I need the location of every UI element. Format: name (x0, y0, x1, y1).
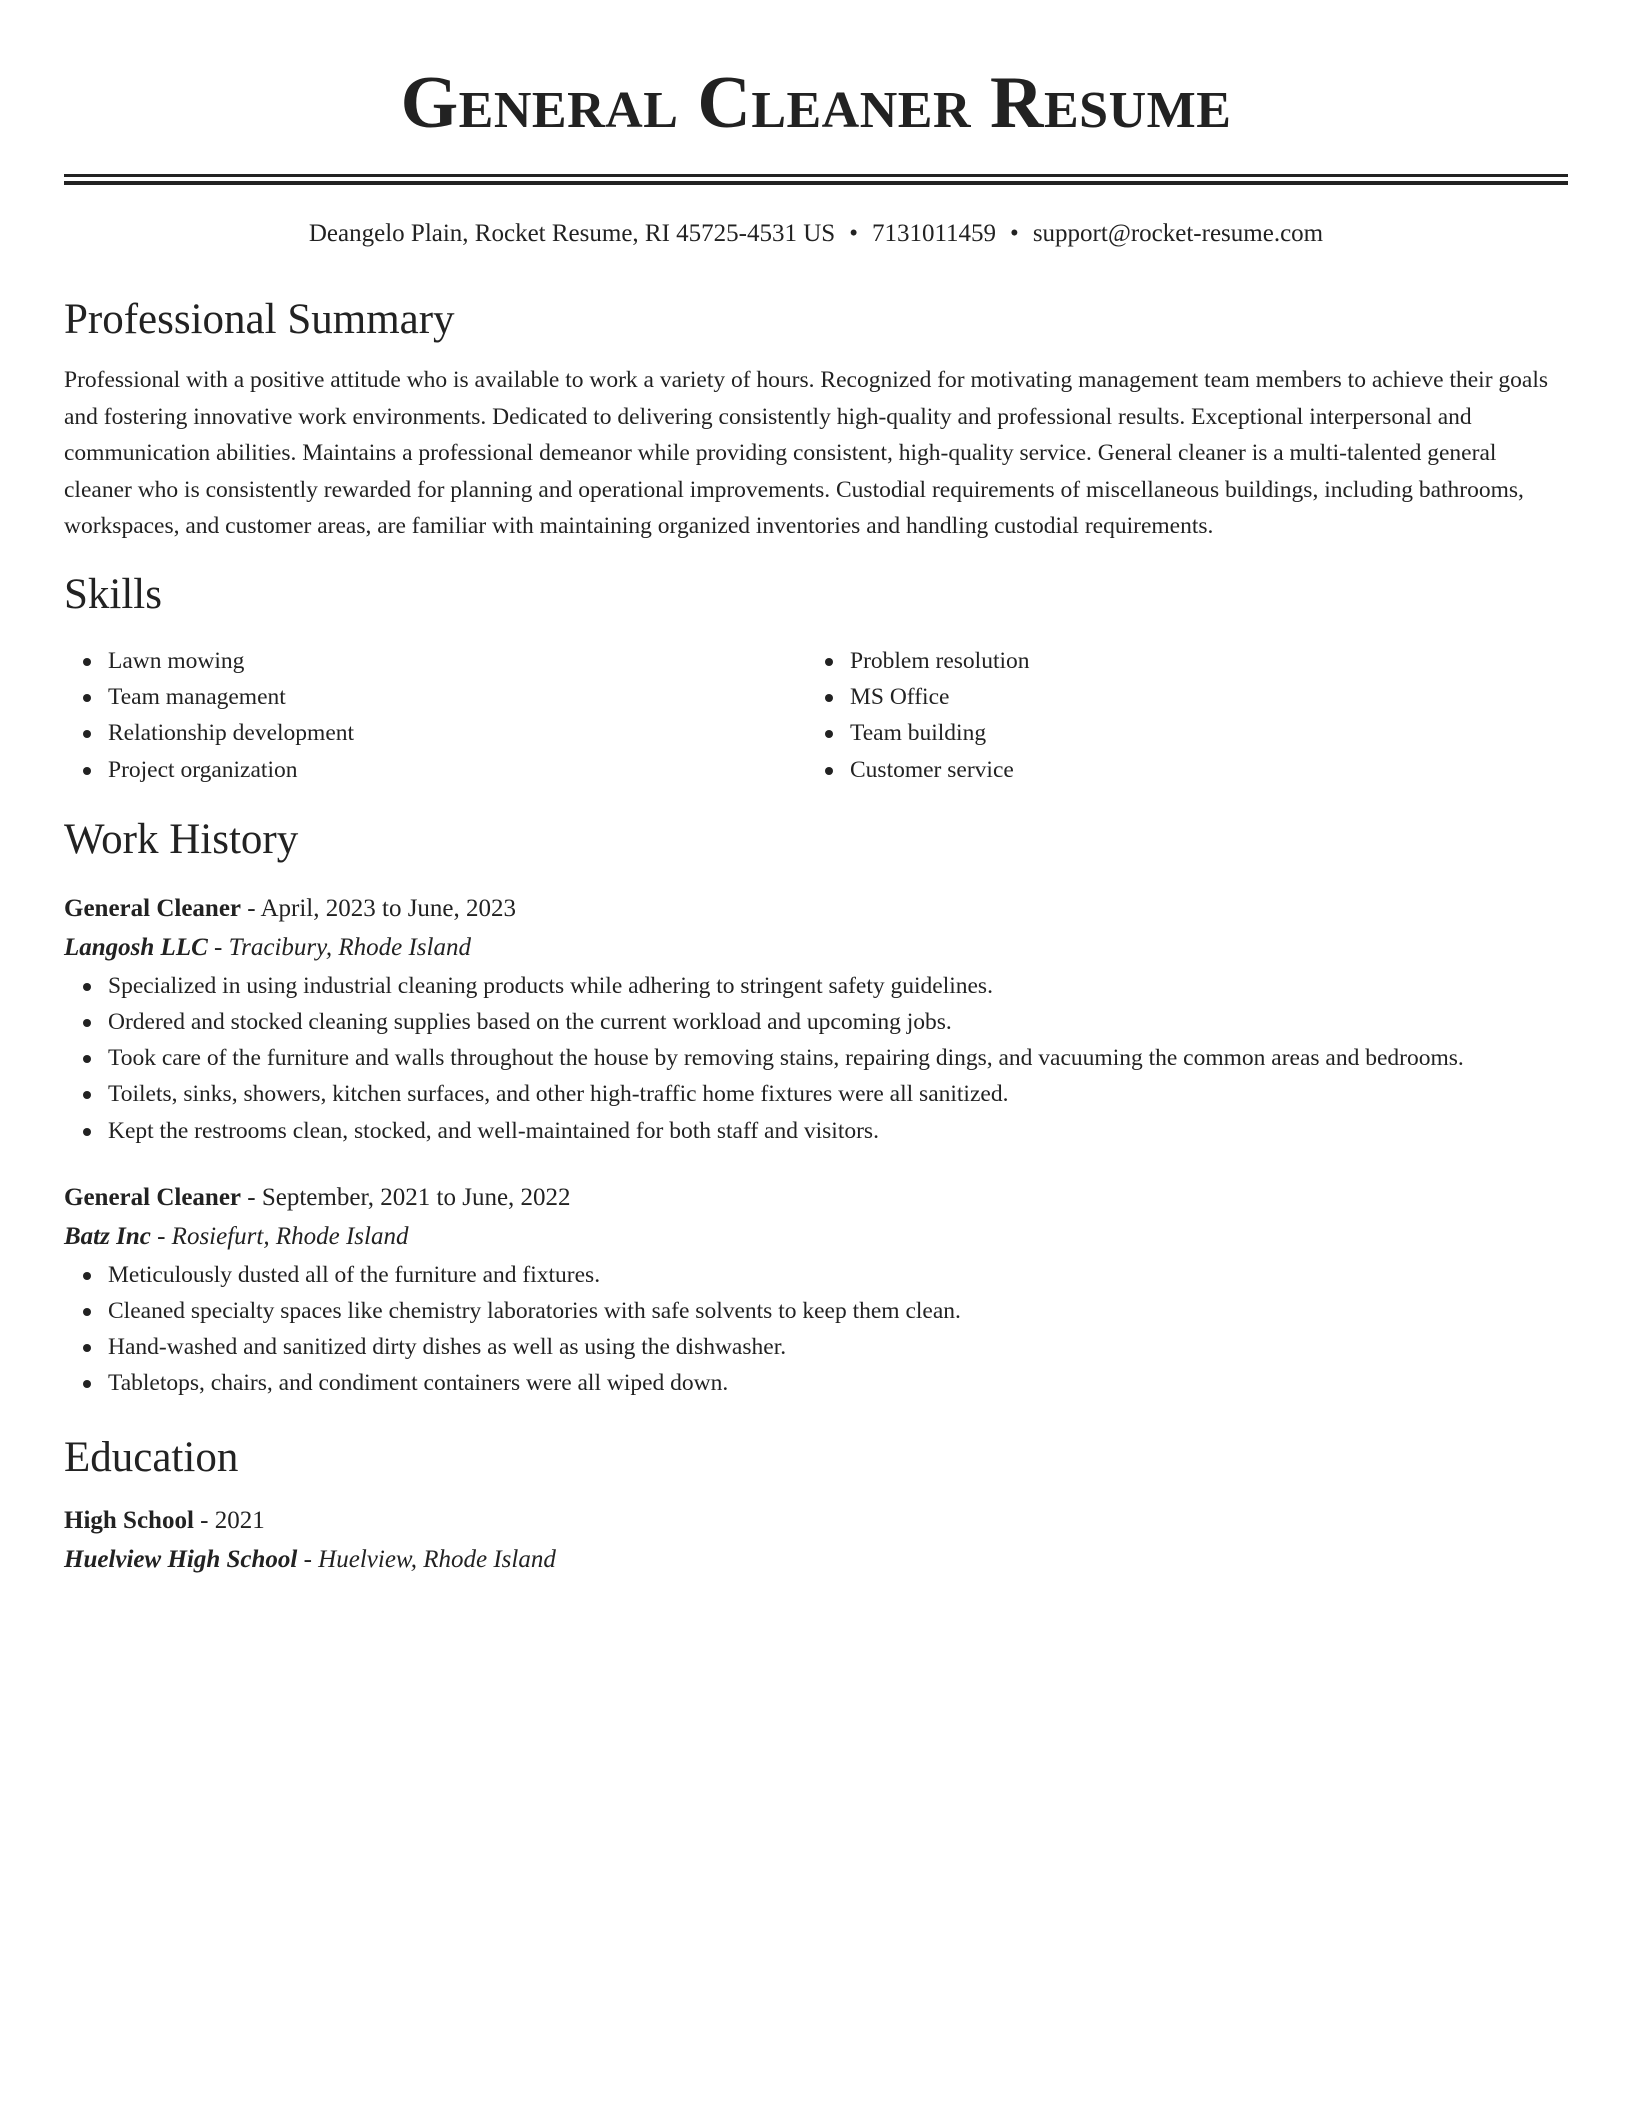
job-company-line (64, 1217, 1568, 1257)
skill-item: Customer service (850, 752, 1568, 788)
contact-separator: • (1010, 220, 1019, 247)
job-location: - Tracibury, Rhode Island (207, 933, 471, 961)
contact-line (64, 218, 1568, 250)
job-dates: - April, 2023 to June, 2023 (241, 894, 517, 922)
contact-separator: • (849, 220, 858, 247)
skills-list (64, 643, 1568, 788)
job-dates: - September, 2021 to June, 2022 (241, 1183, 571, 1211)
skill-item: Team building (850, 715, 1568, 751)
education-school: Huelview High School (64, 1545, 298, 1573)
education-heading: Education (64, 1433, 239, 1481)
skill-item: Lawn mowing (108, 643, 806, 679)
job-duty-item: Tabletops, chairs, and condiment containers were all wiped down. (108, 1365, 1568, 1401)
education-location: - Huelview, Rhode Island (297, 1545, 556, 1573)
job-company-line (64, 928, 1568, 968)
job-company: Batz Inc (64, 1222, 151, 1250)
job-title-line (64, 890, 1568, 928)
summary-heading: Professional Summary (64, 296, 455, 343)
job-title-line (64, 1179, 1568, 1217)
job-entry (64, 890, 1568, 1149)
skills-column-left (64, 643, 806, 788)
job-duty-item: Toilets, sinks, showers, kitchen surfaces, and other high-traffic home fixtures were all sanitized. (108, 1076, 1568, 1112)
job-duty-item: Hand-washed and sanitized dirty dishes as well as using the dishwasher. (108, 1329, 1568, 1365)
job-company: Langosh LLC (64, 933, 208, 961)
skill-item: Problem resolution (850, 643, 1568, 679)
skill-item: Relationship development (108, 715, 806, 751)
contact-email: support@rocket-resume.com (1032, 220, 1324, 247)
job-duties (64, 1257, 1568, 1402)
education-degree-line (64, 1502, 1568, 1540)
education-year: - 2021 (193, 1506, 265, 1534)
summary-text: Professional with a positive attitude who is available to work a variety of hours. Recognized for motivating management team members to achieve their goals and fostering innovative work environments. Dedicated to delivering consistently high-quality and professional results. Exceptional interpersonal and communication abilities. Maintains a professional demeanor while providing consistent, high-quality service. General cleaner is a multi-talented general cleaner who is consistently rewarded for planning and operational improvements. Custodial requirements of miscellaneous buildings, including bathrooms, workspaces, and customer areas, are familiar with maintaining organized inventories and handling custodial requirements. (64, 367, 1548, 540)
job-location: - Rosiefurt, Rhode Island (150, 1222, 409, 1250)
skill-item: Project organization (108, 752, 806, 788)
job-duties (64, 968, 1568, 1149)
job-duty-item: Took care of the furniture and walls throughout the house by removing stains, repairing dings, and vacuuming the common areas and bedrooms. (108, 1040, 1568, 1076)
skill-item: MS Office (850, 679, 1568, 715)
skills-column-right (806, 643, 1568, 788)
skills-heading: Skills (64, 570, 162, 618)
work-history-heading: Work History (64, 815, 299, 863)
skill-item: Team management (108, 679, 806, 715)
job-title: General Cleaner (64, 1183, 242, 1211)
title-divider (64, 174, 1568, 185)
education-degree: High School (64, 1506, 194, 1534)
education-school-line (64, 1540, 1568, 1580)
job-title: General Cleaner (64, 894, 242, 922)
contact-phone: 7131011459 (871, 220, 997, 247)
job-duty-item: Specialized in using industrial cleaning products while adhering to stringent safety guidelines. (108, 968, 1568, 1004)
job-duty-item: Kept the restrooms clean, stocked, and well-maintained for both staff and visitors. (108, 1113, 1568, 1149)
contact-address: Deangelo Plain, Rocket Resume, RI 45725-4531 US (308, 220, 836, 247)
job-entry (64, 1179, 1568, 1402)
job-duty-item: Meticulously dusted all of the furniture and fixtures. (108, 1257, 1568, 1293)
job-duty-item: Cleaned specialty spaces like chemistry laboratories with safe solvents to keep them clean. (108, 1293, 1568, 1329)
resume-title: General Cleaner Resume (400, 62, 1232, 144)
job-duty-item: Ordered and stocked cleaning supplies based on the current workload and upcoming jobs. (108, 1004, 1568, 1040)
